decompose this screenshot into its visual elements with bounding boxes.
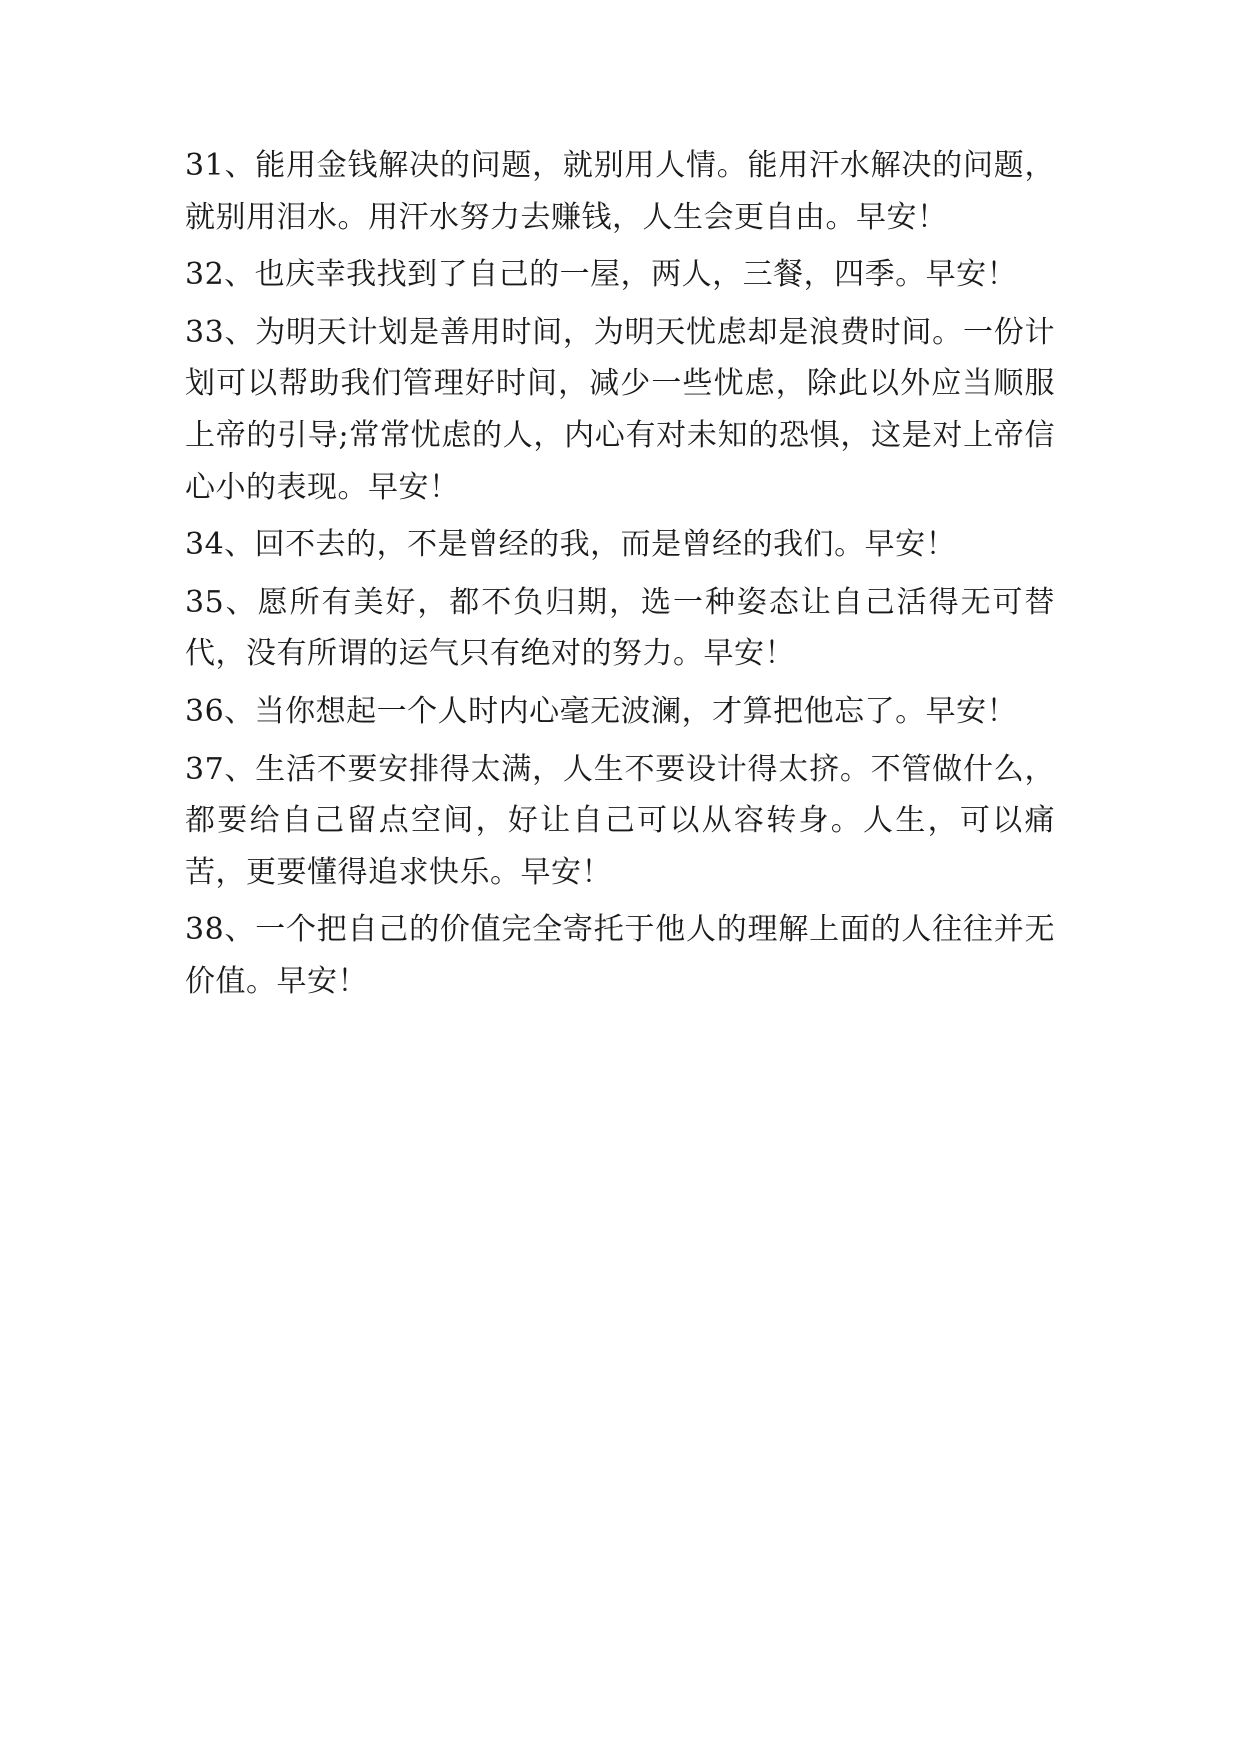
paragraph-37: 37、生活不要安排得太满，人生不要设计得太挤。不管做什么，都要给自己留点空间，好让自己可以从容转身。人生，可以痛苦，更要懂得追求快乐。早安！ — [185, 751, 1055, 890]
paragraph-35: 35、愿所有美好，都不负归期，选一种姿态让自己活得无可替代，没有所谓的运气只有绝对的努力。早安！ — [185, 584, 1055, 672]
paragraph-31: 31、能用金钱解决的问题，就别用人情。能用汗水解决的问题，就别用泪水。用汗水努力去赚钱，人生会更自由。早安！ — [185, 148, 1055, 235]
document-body — [185, 140, 1055, 1008]
paragraph-36: 36、当你想起一个人时内心毫无波澜，才算把他忘了。早安！ — [185, 693, 1018, 729]
paragraph-32: 32、也庆幸我找到了自己的一屋，两人，三餐，四季。早安！ — [185, 257, 1018, 293]
paragraph-34: 34、回不去的，不是曾经的我，而是曾经的我们。早安！ — [185, 527, 957, 563]
paragraph-33: 33、为明天计划是善用时间，为明天忧虑却是浪费时间。一份计划可以帮助我们管理好时间，减少一些忧虑，除此以外应当顺服上帝的引导;常常忧虑的人，内心有对未知的恐惧，这是对上帝信心小的表现。早安！ — [185, 314, 1055, 505]
paragraph-38: 38、一个把自己的价值完全寄托于他人的理解上面的人往往并无价值。早安！ — [185, 912, 1055, 999]
